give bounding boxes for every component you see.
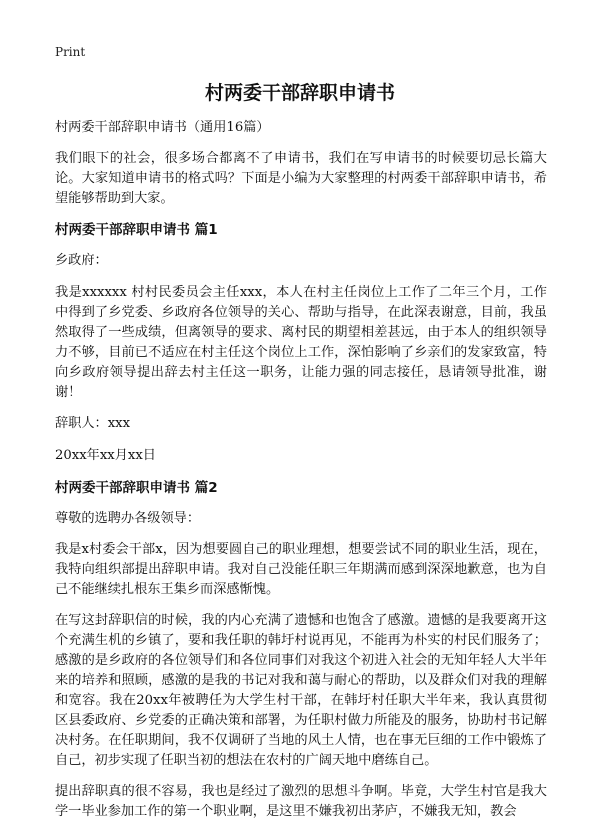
section2-paragraph-1: 我是x村委会干部x，因为想要圆自己的职业理想，想要尝试不同的职业生活，现在，我特向组织部提出辞职申请。我对自己没能任职三年期满而感到深深地歉意，也为自己不能继续扎根东王集乡而深感惭愧。	[55, 542, 547, 597]
salutation-2: 尊敬的选聘办各级领导：	[55, 511, 201, 526]
section-heading-1: 村两委干部辞职申请书 篇1	[55, 222, 218, 238]
date-line: 20xx年xx月xx日	[55, 448, 156, 463]
document-title: 村两委干部辞职申请书	[204, 82, 395, 104]
section2-paragraph-3: 提出辞职真的很不容易，我也是经过了激烈的思想斗争啊。毕竟，大学生村官是我大学一毕业参加工作的第一个职业啊，是这里不嫌我初出茅庐，不嫌我无知，教会	[55, 784, 547, 819]
signature-line: 辞职人：xxx	[55, 416, 131, 431]
intro-paragraph: 我们眼下的社会，很多场合都离不了申请书，我们在写申请书的时候要切忌长篇大论。大家知道申请书的格式吗？下面是小编为大家整理的村两委干部辞职申请书，希望能够帮助到大家。	[55, 151, 547, 206]
section2-paragraph-2: 在写这封辞职信的时候，我的内心充满了遗憾和也饱含了感激。遗憾的是我要离开这个充满生机的乡镇了，要和我任职的韩圩村说再见，不能再为朴实的村民们服务了；感激的是乡政府的各位领导们和各位同事们对我这个初进入社会的无知年轻人大半年来的培养和照顾，感激的是我的书记对我和蔼与耐心的帮助，以及群众们对我的理解和宽容。我在20xx年被聘任为大学生村干部，在韩圩村任职大半年来，我认真贯彻区县委政府、乡党委的正确决策和部署，为任职村做力所能及的服务，协助村书记解决村务。在任职期间，我不仅调研了当地的风土人情，也在事无巨细的工作中锻炼了自己，初步实现了任职当初的想法在农村的广阔天地中磨练自己。	[55, 613, 547, 768]
section1-body: 我是xxxxxx 村村民委员会主任xxx，本人在村主任岗位上工作了二年三个月，工作中得到了乡党委、乡政府各位领导的关心、帮助与指导，在此深表谢意，目前，我虽然取得了一些成绩，但离领导的要求、离村民的期望相差甚远，由于本人的组织领导力不够，目前已不适应在村主任这个岗位上工作，深怕影响了乡亲们的发家致富，特向乡政府领导提出辞去村主任这一职务，让能力强的同志接任，恳请领导批准，谢谢！	[55, 285, 547, 400]
print-label: Print	[55, 45, 86, 59]
document-body	[55, 118, 547, 828]
section-heading-2: 村两委干部辞职申请书 篇2	[55, 480, 218, 496]
document-subtitle: 村两委干部辞职申请书（通用16篇）	[55, 120, 270, 135]
salutation-1: 乡政府：	[55, 253, 108, 268]
